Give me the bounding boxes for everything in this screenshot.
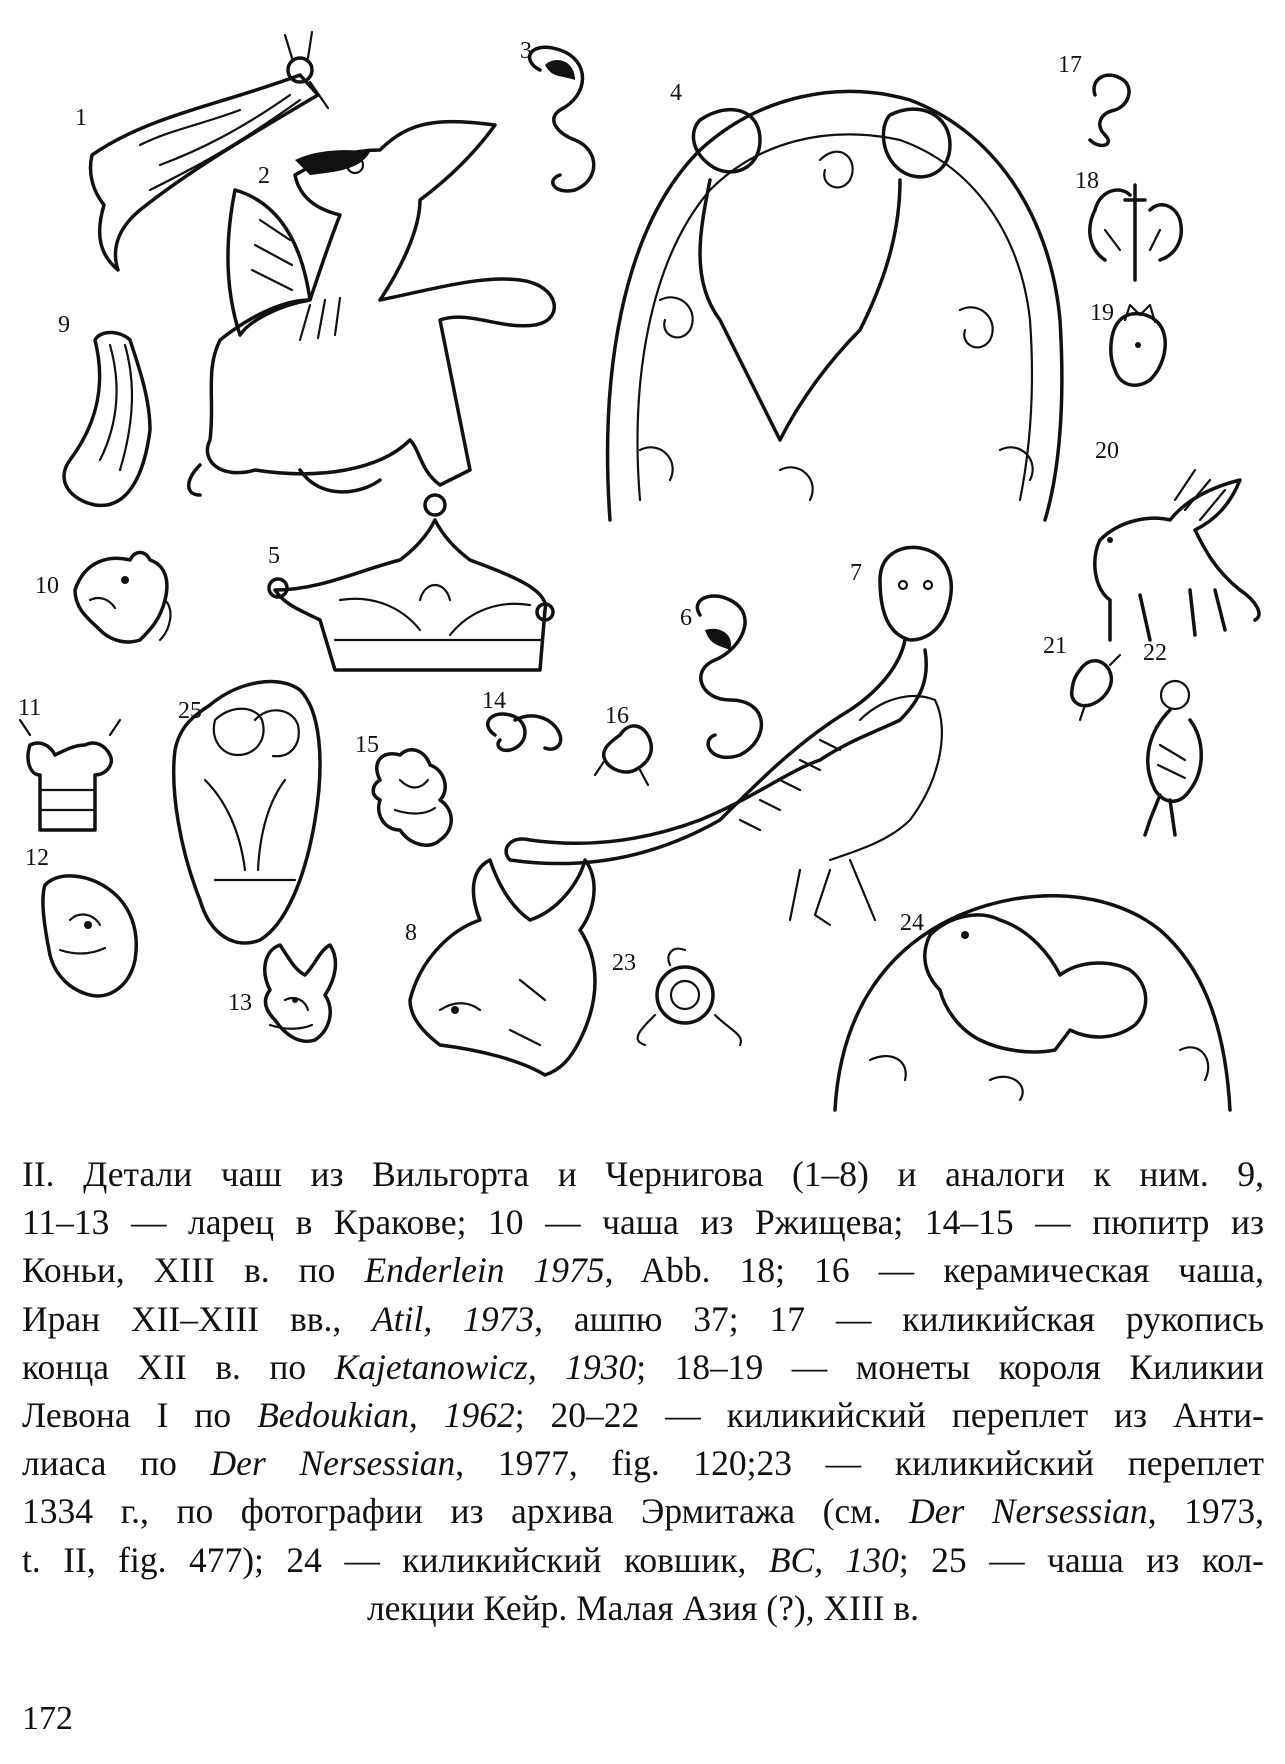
caption-text: II. Детали чаш из Вильгорта и Чернигова (1–8) и аналоги к ним. 9,	[22, 1154, 1264, 1194]
caption-citation: Der Nersessian	[909, 1491, 1148, 1532]
figure-number: 9	[58, 312, 70, 338]
figure-11-capital	[20, 720, 120, 830]
figure-number: 21	[1043, 633, 1067, 659]
caption-text: 11–13 — ларец в Кракове; 10 — чаша из Ржищева; 14–15 — пюпитр из	[22, 1202, 1264, 1243]
figure-number: 16	[605, 703, 629, 729]
figure-4-lions-arch	[608, 92, 1062, 520]
figure-5-crown	[269, 495, 553, 670]
caption-text: лиаса по	[22, 1443, 211, 1484]
figure-10-animal-head	[75, 553, 170, 642]
caption-citation: Der Nersessian	[210, 1443, 456, 1484]
figure-13-animal	[265, 945, 336, 1041]
figure-17-small-scroll	[1090, 75, 1129, 145]
figure-number: 20	[1095, 438, 1119, 464]
figure-number: 24	[900, 910, 924, 936]
figure-number: 3	[520, 38, 532, 64]
figure-16-small-motif	[595, 726, 651, 785]
caption-citation: Kajetanowicz, 1930	[334, 1346, 637, 1387]
figure-1-leaf-ornament	[91, 32, 329, 270]
caption-text: ; 20–22 — киликийский переплет из Анти-	[514, 1395, 1265, 1436]
caption-line	[22, 1150, 1264, 1198]
figure-18-coin	[1090, 185, 1182, 280]
figure-6-scroll	[697, 596, 761, 757]
caption-text: Иран XII–XIII вв.,	[22, 1298, 373, 1339]
caption-citation: Bedoukian, 1962	[257, 1395, 515, 1436]
caption-text: ; 25 — чаша из кол-	[898, 1539, 1264, 1580]
caption-text: Коньи, XIII в. по	[22, 1250, 365, 1291]
figure-23-rosette	[638, 949, 741, 1045]
caption-text: конца XII в. по	[22, 1346, 335, 1387]
figure-12-animal-head	[43, 876, 136, 996]
caption-text: , ашпю 37; 17 — киликийская рукопись	[534, 1298, 1264, 1339]
figure-number: 19	[1090, 300, 1114, 326]
figure-number: 11	[18, 695, 42, 721]
caption-citation: BC, 130	[768, 1539, 899, 1580]
caption-line	[22, 1487, 1264, 1535]
figure-number: 7	[850, 560, 862, 586]
caption-line	[22, 1439, 1264, 1487]
caption-text: Левона I по	[22, 1395, 258, 1436]
figure-8-animal-head	[410, 860, 595, 1075]
page-number: 172	[22, 1700, 73, 1737]
figure-3-scroll	[530, 47, 594, 191]
figure-number: 17	[1058, 52, 1082, 78]
figure-19-coin-head	[1111, 305, 1165, 385]
caption-text: лекции Кейр. Малая Азия (?), XIII в.	[366, 1587, 920, 1628]
figure-20-winged-lion	[1095, 470, 1259, 640]
caption-text: ; 18–19 — монеты короля Киликии	[636, 1346, 1264, 1387]
figure-number: 2	[258, 163, 270, 189]
figure-9-leaf-fragment	[64, 333, 150, 506]
caption-text: , 1977, fig. 120;23 — киликийский переплет	[455, 1443, 1265, 1484]
figure-number: 15	[355, 732, 379, 758]
caption-text: t. II, fig. 477); 24 — киликийский ковшик,	[22, 1539, 769, 1580]
figure-15-foliate-ornament	[373, 750, 451, 845]
caption-citation: Atil, 1973	[372, 1298, 535, 1339]
figure-number: 5	[268, 543, 280, 569]
figure-22-bird-halo	[1145, 681, 1201, 835]
figure-24-lion-arch	[835, 896, 1230, 1110]
figure-number: 13	[228, 990, 252, 1016]
figure-caption	[22, 1150, 1264, 1632]
caption-text: , Abb. 18; 16 — керамическая чаша,	[604, 1250, 1264, 1291]
figure-number: 12	[25, 845, 49, 871]
figure-number: 8	[405, 920, 417, 946]
figure-14-small-scroll	[488, 714, 561, 750]
caption-line	[22, 1536, 1264, 1584]
caption-line	[22, 1584, 1264, 1632]
figure-number: 4	[670, 80, 682, 106]
caption-text: 1334 г., по фотографии из архива Эрмитажа (см.	[22, 1491, 910, 1532]
figure-21-small-bird	[1072, 655, 1120, 720]
figure-number: 23	[612, 950, 636, 976]
caption-line	[22, 1198, 1264, 1246]
figure-number: 14	[482, 688, 506, 714]
caption-line	[22, 1246, 1264, 1294]
figure-7-harpy-bird	[506, 547, 951, 925]
figure-number: 1	[75, 105, 87, 131]
figure-number: 22	[1143, 640, 1167, 666]
caption-citation: Enderlein 1975	[364, 1250, 605, 1291]
figure-number: 6	[680, 605, 692, 631]
figure-number: 10	[35, 573, 59, 599]
figure-number: 25	[178, 698, 202, 724]
figure-number: 18	[1075, 168, 1099, 194]
caption-line	[22, 1295, 1264, 1343]
caption-line	[22, 1343, 1264, 1391]
caption-line	[22, 1391, 1264, 1439]
figure-2-winged-animal	[189, 122, 555, 495]
caption-text: , 1973,	[1147, 1491, 1265, 1532]
